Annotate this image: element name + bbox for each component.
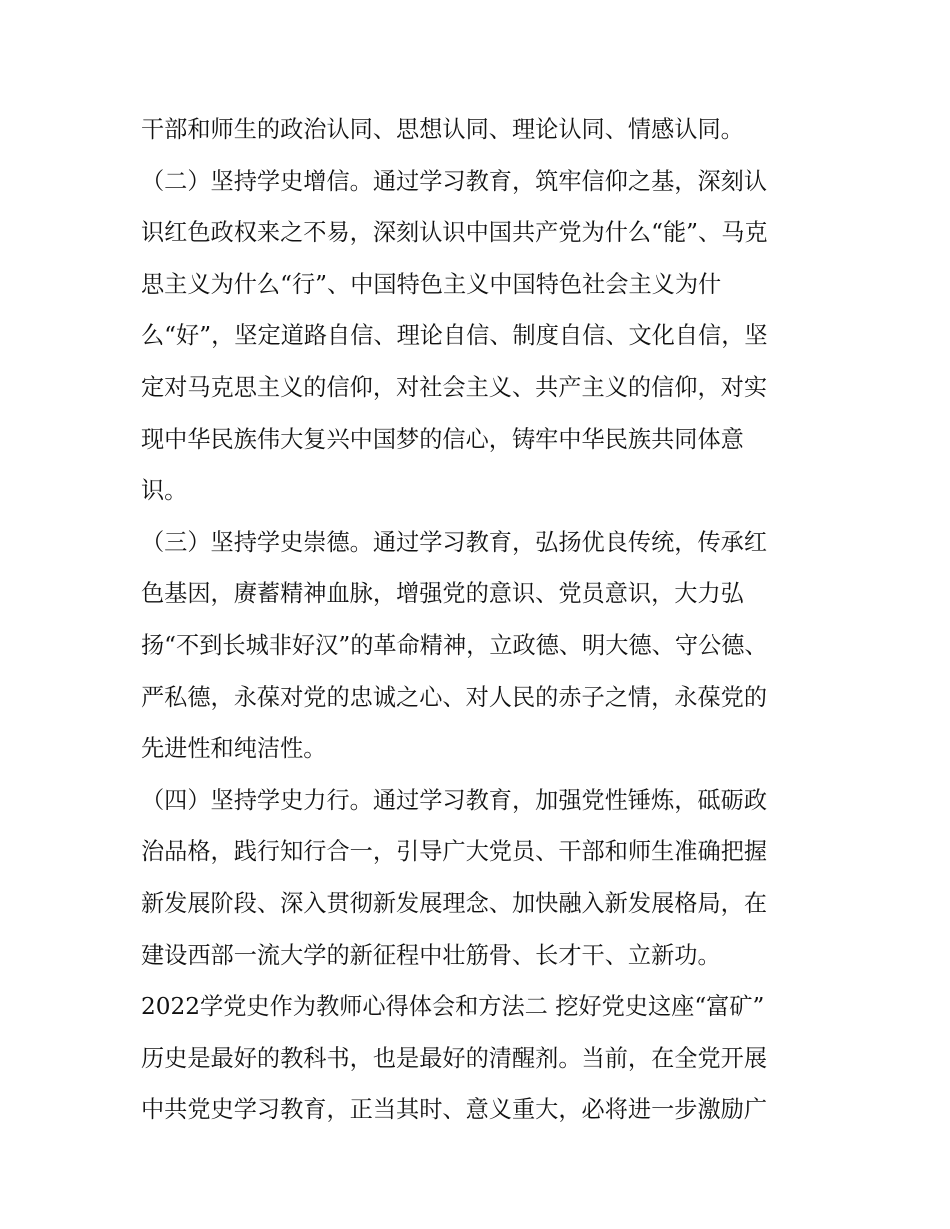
text-line: 治品格，践行知行合一，引导广大党员、干部和师生准确把握 (141, 838, 768, 866)
text-line: （四）坚持学史力行。通过学习教育，加强党性锤炼，砥砺政 (141, 786, 768, 814)
text-line: 中共党史学习教育，正当其时、意义重大，必将进一步激励广 (141, 1096, 768, 1124)
text-line: 识。 (141, 477, 188, 505)
text-line: 干部和师生的政治认同、思想认同、理论认同、情感认同。 (141, 116, 744, 143)
text-line: 识红色政权来之不易，深刻认识中国共产党为什么“能”、马克 (141, 219, 768, 247)
text-line: 历史是最好的教科书，也是最好的清醒剂。当前，在全党开展 (141, 1044, 768, 1072)
heading-line: 2022学党史作为教师心得体会和方法二 挖好党史这座“富矿” (141, 993, 765, 1021)
text-line: 严私德，永葆对党的忠诚之心、对人民的赤子之情，永葆党的 (141, 683, 768, 711)
text-line: （三）坚持学史崇德。通过学习教育，弘扬优良传统，传承红 (141, 528, 768, 556)
text-line: （二）坚持学史增信。通过学习教育，筑牢信仰之基，深刻认 (141, 167, 768, 195)
document-body (141, 104, 821, 1136)
text-line: 思主义为什么“行”、中国特色主义中国特色社会主义为什 (141, 270, 722, 298)
text-line: 现中华民族伟大复兴中国梦的信心，铸牢中华民族共同体意 (141, 425, 744, 453)
text-line: 定对马克思主义的信仰，对社会主义、共产主义的信仰，对实 (141, 373, 768, 401)
text-line: 么“好”，坚定道路自信、理论自信、制度自信、文化自信，坚 (141, 322, 768, 350)
text-line: 建设西部一流大学的新征程中壮筋骨、长才干、立新功。 (141, 941, 721, 969)
text-line: 色基因，赓蓄精神血脉，增强党的意识、党员意识，大力弘 (141, 580, 744, 608)
text-line: 扬“不到长城非好汉”的革命精神，立政德、明大德、守公德、 (141, 631, 768, 659)
text-line: 新发展阶段、深入贯彻新发展理念、加快融入新发展格局，在 (141, 889, 768, 917)
text-line: 先进性和纯洁性。 (141, 735, 327, 763)
